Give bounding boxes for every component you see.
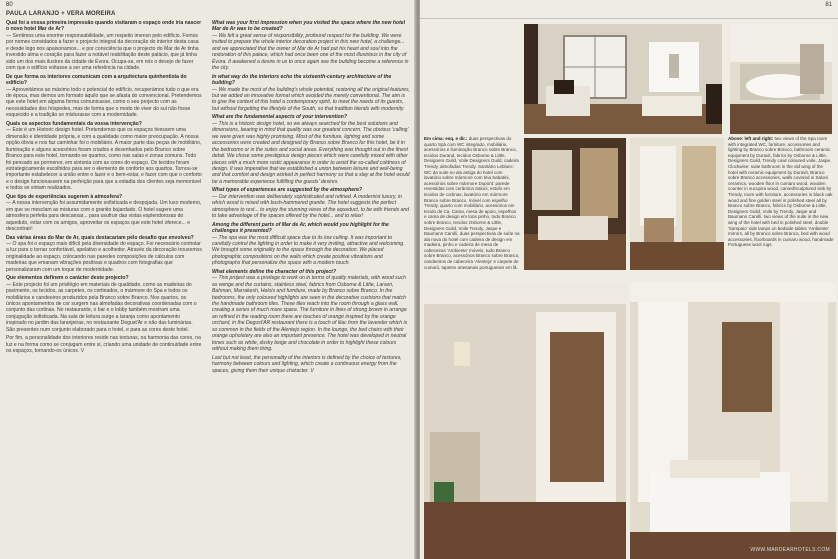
interview-answer: — This is a historic design hotel, so we always searched for the best solutions and dimensions, bearing in mind that quality was our greatest concern. The obvious 'calling' we were given was highly promising. Most of the furniture, lighting and some accessories were created and designed by Branco sobre Branco for this hotel, be it in the bedrooms or in the suites and social areas. Everything was thought out in the finest detail. We chose some prestigious design pieces which were carefully mixed with other pieces with a much more rustic appearance in order to avoid the so-called coldness of design. It was imperative that we established a union between leisure and well-being and that comfort and design worked in perfect harmony so that a stay at the hotel would be a memorable experience fulfilling the guests' desires. [212, 120, 410, 185]
photo-suite-bathroom [630, 138, 724, 270]
right-page [420, 0, 838, 559]
caption-english [728, 136, 834, 276]
interview-question: What was your first impression when you visited the space where the new hotel Mar de Ar was to be created? [212, 20, 406, 33]
article-paragraph [212, 269, 410, 353]
interview-question: What elements define the character of this project? [212, 268, 336, 275]
interview-question: What are the fundamental aspects of your intervention? [212, 114, 348, 121]
byline: PAULA LARANJO + VERA MOREIRA [6, 11, 116, 17]
interview-answer: — Este é um Historic design hotel. Pretendemos que os espaços tivessem uma dimensão e identidade própria, e com a qualidade como maior preocupação. A nossa opção óbvia e nos faz caminhar foi o mobiliário. A maior parte das peças de mobiliário, iluminação e alguns acessórios foram criados e desenhados pelo Branco sobre Branco para este hotel, tornando-se quartos, como nas salas e zonas comuns. Todo foi pensado ao pormenor, em sintonia com as cores do espaço. Os tecidos foram estrategicamente escolhidos para ser o elemento de conforto aos quartos. Tornou-se importante estabelecer a união entre o lazer e o bem-estar, e fazer com que o conforto e o design funcionassem na perfeição para que a estadia dos clientes seja memorável e todos se sintam realizados. [6, 127, 202, 192]
column-portuguese [6, 20, 202, 553]
article-paragraph [6, 121, 202, 192]
interview-question: Que elementos definem o carácter deste projecto? [6, 275, 129, 282]
hotel-website: WWW.MARDEARHOTELS.COM [750, 547, 830, 553]
interview-answer: — We felt a great sense of responsibility, profound respect for the building. We were invited to prepare the whole interior decoration project in this new hotel, a challenge... and we appreciated that the owner of Mar de Ar had put his heart and soul into the restoration of this palace, which had once been one of the most illustrious in the city of Évora. It awakened a desire in us to once again see the building become a reference in the city. [212, 32, 409, 72]
article-paragraph [212, 114, 410, 185]
interview-question: Among the different parts of Mar de Ar, which would you highlight for the challenges it presented? [212, 221, 389, 235]
interview-answer: Por fim, a personalidade dos interiores reside nas texturas, na harmonia das cores, na luz e na forma como se conjugam entre si, criando uma unidade de continuidade entre os espaços, tornando-os únicos. V [6, 335, 202, 355]
caption-lead: Above: left and right: [728, 136, 774, 141]
article-paragraph [6, 335, 202, 354]
page-number-left: 80 [6, 2, 13, 8]
left-page [0, 0, 416, 559]
photo-spa-bathroom [730, 24, 832, 134]
photo-canopy-bedroom [630, 282, 836, 559]
interview-answer: — This project was a privilege to work on in terms of quality materials, with wood such as wenge and the curtains, stainless steel, fabrics from Osborne & Little, Larsen, Bahman, Marrakesh, Heloís and furniture, made by Branco sobre Branco. In the bedrooms, the only coloured highlights are seen in the decorative cushions that match the handmade bathroom tiles. These tiles reach into the room through a glass wall, creating a series of much more space. The furniture in lines of strong brown in arrange an refined in the reading room there are touches of orange inspired by the orange orchard, in the Degust'AR restaurant there is a touch of lilac from the lavender which is so common in the fields of the Alentejo region. In the lounge, the bed chairs with their orange upholstery are also an important presence. The hotel was developed in neutral tones such as white, dusky beige and chocolate in order to highlight these colours without making them tiring. [212, 275, 408, 353]
article-paragraph [6, 235, 202, 274]
header-rule [420, 18, 838, 19]
photo-spa-room [524, 24, 722, 134]
article-paragraph [212, 355, 410, 374]
interview-question: Das várias áreas do Mar de Ar, quais destacariam pelo desafio que envolveu? [6, 234, 194, 241]
article-paragraph [212, 20, 410, 72]
article-paragraph [6, 194, 202, 233]
interview-answer: — The spa was the most difficult space due to its low ceiling. It was important to carefully control the lighting in order to make it very inviting, attractive and welcoming. We brought some originality to the space through the decoration. We placed photographic compositions on the walls which create positive vibrations and photographs that personalize the space with a modern touch. [212, 234, 405, 267]
caption-text: duas perspectivas do quarto Spa com WC integrado, mobiliário, acessórios e iluminação Branco sobre Branco, tecidos Durand, tecidos Osborne & Little, Designers Guild, Voile Designers Guild, cadeira Trendy, almofadas Trendy. Sanitário Leblanc: WC da suite no ala antiga do hotel com lavatório sobre mármore com tina Sabatini, acessórios sobre mármore Dupont: parede revestidas com cerâmica Saloni; estofo em tecidos de cortinas, lavatório em mármore Branco sobre Branco, móvel com espelho Trendy, quarto com mobiliário, acessórios em tecido de Ca. Cama, mesa de apoio, espelhos e cama de design em tons pinho, todo Branco sobre Branco, tecidos Osborne & Little, Designers Guild, Voile Trendy, Jaspe e Baumann Carolli, duas perspectivas de suíte na ala nova do hotel com cadeira de design em madeira, pinho e cadeira de mesa de cabeceiras 'Ambiente' móveis, tudo Branco sobre Branco, acessórios Branco sobre Branco, candeeiros de cabeceira 'Alentejo' e carpete de cumarú, tapetes artesanais portugueses em lã. [424, 136, 520, 270]
interview-answer: — Sentimos uma enorme responsabilidade, um respeito imenso pelo edifício. Fomos por nomes convidados a fazer o projecto integral da decoração do interior desta casa e desde logo nos apaixonamos... e por consciência que o projecto do Mar de Ar tinha investido alma e coração para fazer a notável reabilitação deste palácio, que já tinha sido um dos mais ilustres da cidade de Évora. Ocupa-se, em nós o desejo de fazer com que o edifício voltasse a ser uma referência na cidade. [6, 32, 199, 72]
interview-answer: — Aproveitámos ao máximo todo o potencial do edifício, recuperámos tudo o que era de época, mas demos um formato àquilo que se afasta do convencional. Pretendemos que este hotel em alguma forma comunicasse, como o seu projecto com as necessidades dos hóspedes, mas de forma que o modo de viver do sul não fosse esquecido e a tradição se misturasse com a modernidade. [6, 86, 202, 119]
page-number-right: 81 [825, 2, 832, 8]
article-paragraph [6, 20, 202, 72]
article-paragraph [212, 74, 410, 113]
caption-lead: Em cima: esq. e dir.: [424, 136, 468, 141]
interview-question: Qual foi a vossa primeira impressão quando visitaram o espaço onde iria nascer o novo hotel Mar de Ar? [6, 20, 202, 33]
article-paragraph [212, 222, 410, 267]
interview-answer: — We made the most of the building's whole potential, restoring all the original features, but we added an innovative format which avoided the merely conventional. The aim is to give the context of this hotel a contemporary spirit, to meet the needs of its guests, but without forgetting the lifestyle of the South, so that tradition blends with modernity. [212, 86, 410, 112]
caption-text: two views of the Spa room with integrated WC, furniture, accessories and lighting by Branco sobre Branco, bathroom ceramic equipment by Duravit, fabrics by Osborne & Little, Designers Guild, Trendy cowl coloured voile, Jaspe. Clockwise: suite bathroom in the old wing of the hotel with ceramic equipment by Duravit, Branco sobre Branco accessories, walls covered in Saloni ceramics, wooden floor in cumaru wood, wooden counter in sucupira wood, carved/sculptured sink by Trendy, room with furniture, accessories in black oak wood and fine golden steel in polished steel all by Branco sobre Branco, fabrics by Osborne & Little, Designers Guild, Voile by Trendy, Jaspe and Baumann Carolli, two views of the suite in the new wing of the hotel with bed in polished steel, double 'Sampaio' side lamps on bedside tables 'Ambiente' mirrors, all by Branco sobre Branco, bed with wood accessories, floorboards in cumaru wood, handmade Portuguese wool rugs. [728, 136, 834, 248]
interview-question: De que forma os interiores comunicam com a arquitectura quinhentista do edifício? [6, 73, 187, 87]
article-paragraph [6, 275, 202, 333]
interview-question: Quais os aspectos fundamentais da vossa intervenção? [6, 120, 142, 127]
photo-corridor [424, 282, 626, 559]
column-english [212, 20, 410, 553]
interview-answer: Last but not least, the personality of the interiors is defined by the choice of textures, harmony between colours and lighting, which create a continuous energy from the spaces, giving them their unique character. V [212, 354, 402, 374]
interview-answer: — A nossa intervenção foi assumidamente sofisticada e despojada. Um luxo moderno, em que se mesclam as misturas com o granito bujardado. O hotel sugere uma atmosfera perfeita para descansar... para usufruir das vistas esplendorosas do aqueduto, estar com os amigos, aproveitar os espaços que este hotel oferece... e descontrair! [6, 200, 202, 233]
interview-question: In what way do the interiors echo the sixteenth-century architecture of the building? [212, 73, 392, 87]
interview-answer: — Este projecto foi um privilégio em materiais de qualidade, como as madeiras do pavimento, os tecidos, as carpetes, os cortinados, o mármore do Spa e todos os mobiliários e candeeiros produzidos pela Branco sobre Branco. Nos quartos, os únicos apontamentos de cor surgem nas almofadas decorativas coordenadas com o conjunto das cortinas. No restaurante, o bar e o lobby também mostram uma conjugação sofisticada. Na sala de leitura surge a laranja como apontamento inspirado no jardim das laranjeiras, no restaurante Degust'Ar e não das luminárias. São presentes num conjunto elaborado para o hotel, e para as cores deste hotel. [6, 281, 197, 333]
interview-question: What types of experiences are suggested by the atmosphere? [212, 187, 363, 194]
photo-bedroom-dark [524, 138, 626, 270]
interview-answer: — Our intervention was deliberately sophisticated and refined. A modernist luxury, in which wood is mixed with bush-hammered granite. The hotel suggests the perfect atmosphere to rest... to enjoy the stunning views of the aqueduct, to be with friends and to take advantage of the spaces offered by the hotel... and to relax! [212, 193, 410, 220]
interview-question: Que tipo de experiências sugerem à atmosfera? [6, 193, 123, 200]
article-paragraph [6, 74, 202, 119]
article-paragraph [212, 187, 410, 219]
interview-answer: — O spa foi o espaço mais difícil pela diversidade do espaço. Foi necessário controlar a luz para o tornar confortável, apelativo e acolhedor. Através da decoração trouxemos originalidade ao espaço, colocando nas paredes composições de cálculos com madeiras que emanam vibrações positivas e quadros com fotografias que personalizaram com um toque de modernidade. [6, 240, 202, 273]
caption-portuguese [424, 136, 520, 286]
